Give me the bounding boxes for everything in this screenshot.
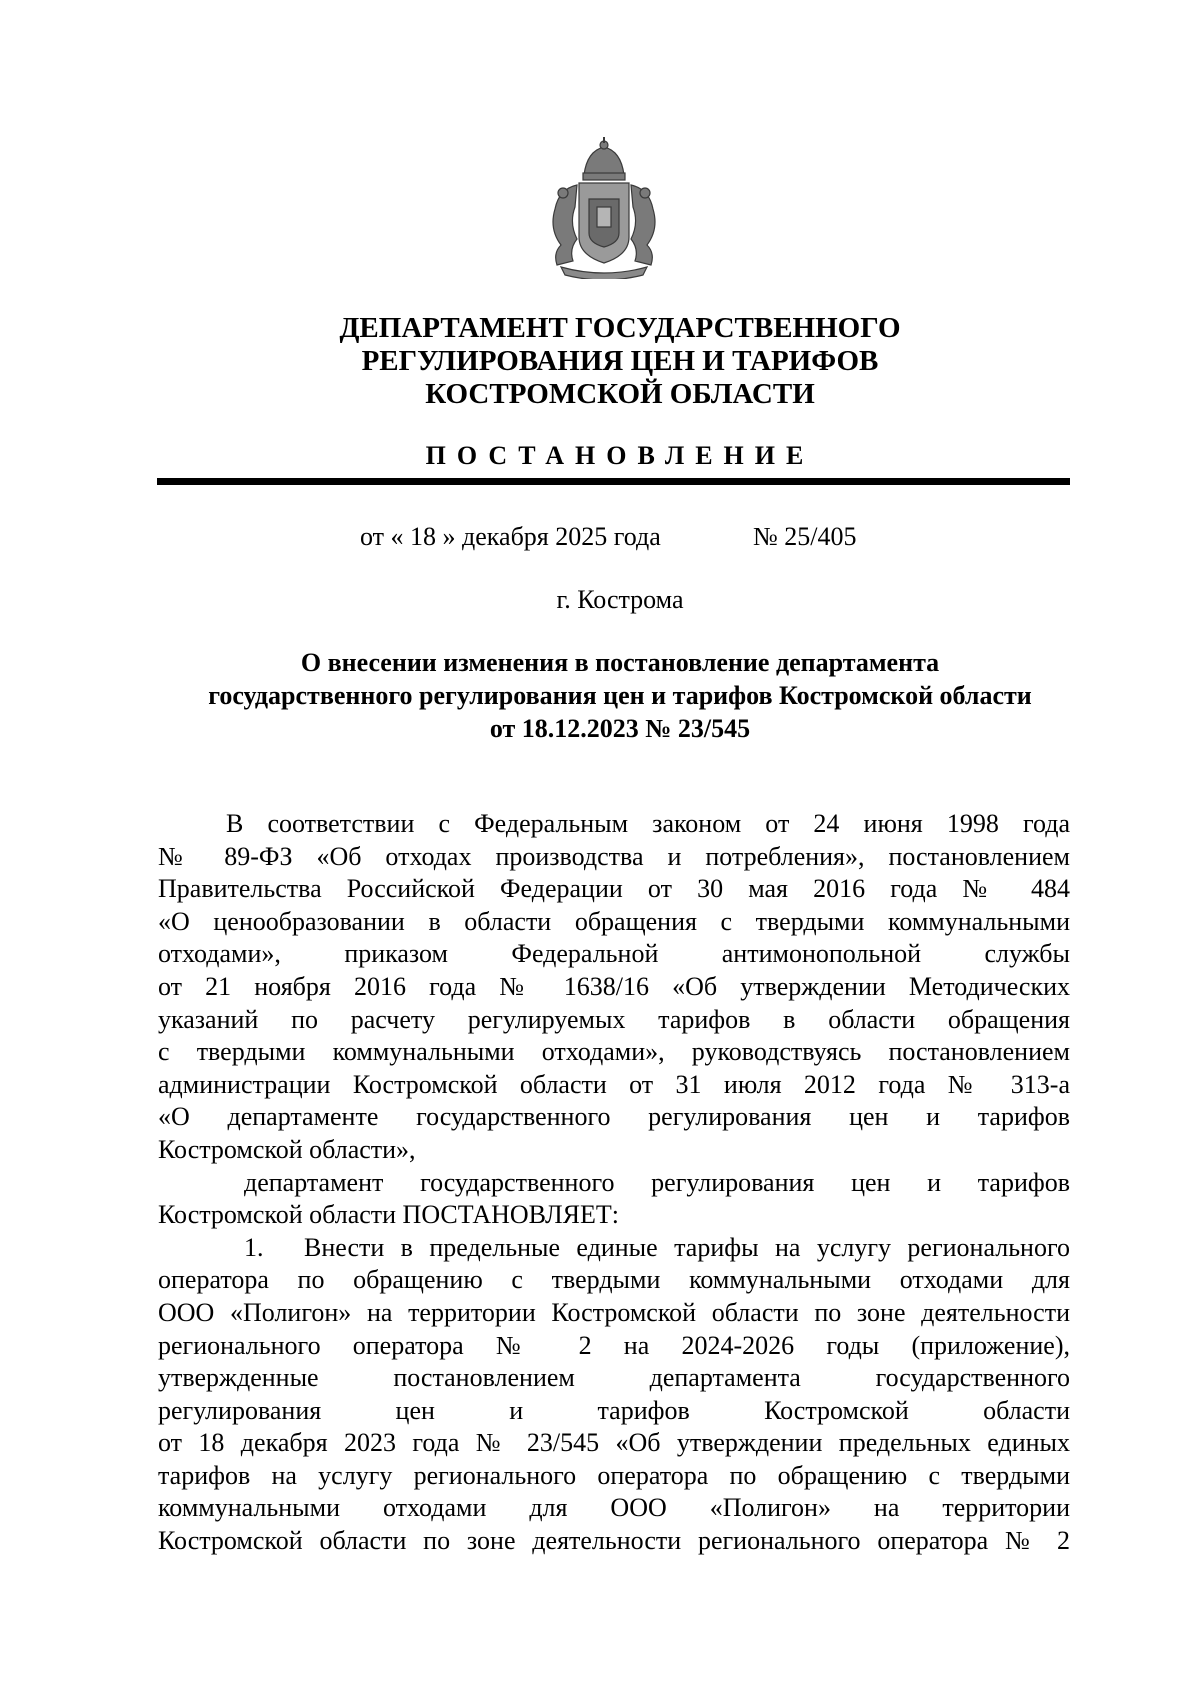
item1-first-line: [158, 1232, 1070, 1265]
preamble-line: «О ценообразовании в области обращения с твердыми коммунальными: [158, 906, 1070, 936]
item1-text: Внести в предельные единые тарифы на услугу регионального: [304, 1232, 1070, 1262]
document-type: ПОСТАНОВЛЕНИЕ: [425, 441, 815, 470]
org-line-3: КОСТРОМСКОЙ ОБЛАСТИ: [425, 378, 815, 410]
preamble-line: с твердыми коммунальными отходами», руководствуясь постановлением: [158, 1037, 1070, 1067]
resolve-line: Костромской области ПОСТАНОВЛЯЕТ:: [158, 1200, 619, 1230]
title-line-2: государственного регулирования цен и тарифов Костромской области: [208, 681, 1032, 710]
preamble-line: от 21 ноября 2016 года № 1638/16 «Об утверждении Методических: [158, 971, 1070, 1001]
preamble-line: Костромской области»,: [158, 1134, 416, 1164]
preamble-line: В соответствии с Федеральным законом от 24 июня 1998 года: [226, 809, 1070, 838]
item1-line: Костромской области по зоне деятельности регионального оператора № 2: [158, 1526, 1070, 1556]
item1-line: регулирования цен и тарифов Костромской области: [158, 1395, 1070, 1425]
kostroma-coat-of-arms-icon: [539, 137, 669, 279]
document-title: [150, 646, 1090, 745]
org-line-1: ДЕПАРТАМЕНТ ГОСУДАРСТВЕННОГО: [339, 312, 901, 344]
item1-line: утвержденные постановлением департамента государственного: [158, 1363, 1070, 1393]
document-date: от « 18 » декабря 2025 года: [360, 522, 661, 551]
preamble-line: Правительства Российской Федерации от 30 мая 2016 года № 484: [158, 874, 1070, 904]
preamble-line: указаний по расчету регулируемых тарифов в области обращения: [158, 1004, 1070, 1034]
item1-line: коммунальными отходами для ООО «Полигон» на территории: [158, 1493, 1070, 1523]
preamble-line: № 89-ФЗ «Об отходах производства и потребления», постановлением: [158, 841, 1070, 871]
preamble-line: администрации Костромской области от 31 июля 2012 года № 313-а: [158, 1069, 1070, 1099]
item1-number: 1.: [244, 1232, 264, 1262]
title-line-3: от 18.12.2023 № 23/545: [489, 714, 751, 743]
preamble-line: отходами», приказом Федеральной антимонопольной службы: [158, 939, 1070, 969]
org-line-2: РЕГУЛИРОВАНИЯ ЦЕН И ТАРИФОВ: [361, 345, 879, 377]
document-number: № 25/405: [753, 522, 857, 551]
organization-name: [160, 312, 1080, 411]
item1-line: тарифов на услугу регионального оператора по обращению с твердыми: [158, 1460, 1070, 1490]
item1-line: ООО «Полигон» на территории Костромской области по зоне деятельности: [158, 1297, 1070, 1327]
item1-line: регионального оператора № 2 на 2024-2026 годы (приложение),: [158, 1330, 1070, 1360]
resolve-line: департамент государственного регулирования цен и тарифов: [244, 1167, 1070, 1197]
item1-line: от 18 декабря 2023 года № 23/545 «Об утверждении предельных единых: [158, 1428, 1070, 1458]
header-divider: [157, 478, 1070, 485]
item1-line: оператора по обращению с твердыми коммунальными отходами для: [158, 1265, 1070, 1295]
preamble-line: «О департаменте государственного регулирования цен и тарифов: [158, 1102, 1070, 1132]
document-city: г. Кострома: [556, 585, 684, 614]
document-body: [158, 808, 1070, 1558]
title-line-1: О внесении изменения в постановление департамента: [300, 648, 940, 677]
